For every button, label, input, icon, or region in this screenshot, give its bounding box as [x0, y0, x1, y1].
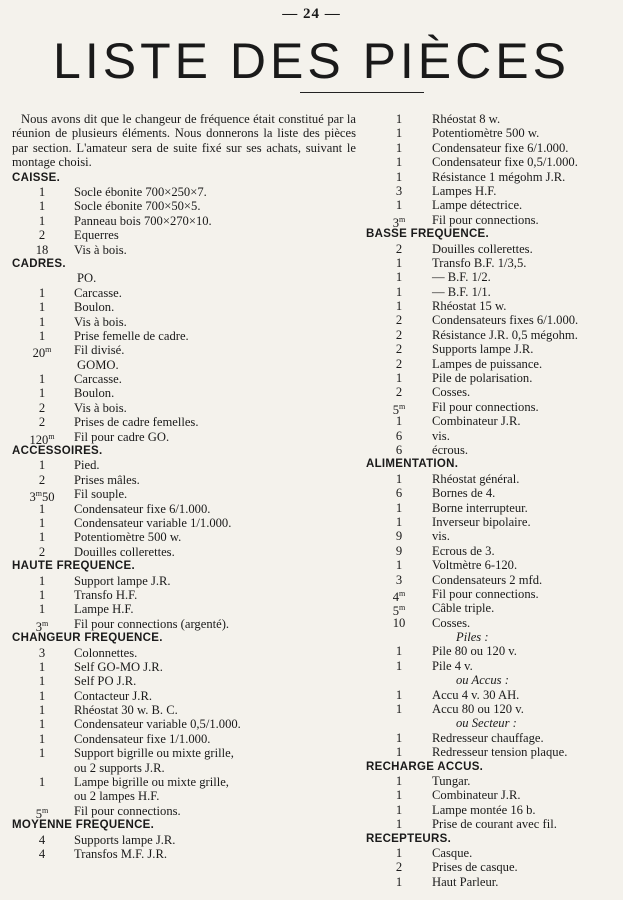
part-description: Vis à bois.	[74, 400, 127, 415]
section-heading: CAISSE.	[12, 171, 61, 184]
part-row	[366, 472, 616, 486]
part-quantity: 10	[392, 615, 406, 630]
part-quantity: 1	[395, 558, 403, 573]
part-quantity: 6	[395, 428, 403, 443]
part-row	[366, 558, 616, 572]
part-description: Panneau bois 700×270×10.	[74, 213, 212, 228]
part-quantity: 6	[395, 442, 403, 457]
part-row	[12, 458, 356, 472]
part-quantity	[12, 761, 72, 775]
part-description: Prises de casque.	[432, 860, 518, 875]
part-quantity: 2	[38, 228, 46, 243]
part-quantity: 3	[395, 572, 403, 587]
part-quantity: 1	[38, 688, 46, 703]
part-row	[12, 660, 356, 674]
part-row	[12, 602, 356, 616]
part-description: Socle ébonite 700×50×5.	[74, 199, 201, 214]
part-description: Inverseur bipolaire.	[432, 514, 531, 529]
part-description: Douilles collerettes.	[74, 544, 175, 559]
part-description: Douilles collerettes.	[432, 241, 533, 256]
part-quantity: 1	[395, 270, 403, 285]
part-description: Pile 4 v.	[432, 658, 473, 673]
part-description: Supports lampe J.R.	[432, 342, 534, 357]
part-quantity: 1	[38, 185, 46, 200]
part-row	[12, 717, 356, 731]
part-quantity: 1	[38, 372, 46, 387]
part-quantity: 1	[38, 775, 46, 790]
part-description: Fil divisé.	[74, 343, 125, 358]
part-quantity: 1	[395, 745, 403, 760]
part-quantity: 1	[395, 471, 403, 486]
part-quantity: 1	[395, 845, 403, 860]
part-row	[366, 875, 616, 889]
part-row	[366, 601, 616, 619]
part-quantity: 9	[395, 529, 403, 544]
part-description: Potentiomètre 500 w.	[432, 126, 540, 141]
part-row	[12, 372, 356, 386]
part-description: Vis à bois.	[74, 242, 127, 257]
part-description: Boulon.	[74, 300, 115, 315]
part-quantity: 2	[395, 860, 403, 875]
left-parts-list	[12, 171, 356, 862]
part-description: Lampe montée 16 b.	[432, 802, 536, 817]
part-quantity: 1	[395, 255, 403, 270]
part-quantity: 2	[395, 342, 403, 357]
part-row	[366, 242, 616, 256]
part-row	[12, 574, 356, 588]
part-row	[12, 789, 356, 803]
part-description: Self GO-MO J.R.	[74, 659, 163, 674]
part-description: ou 2 lampes H.F.	[74, 789, 160, 804]
part-row	[366, 155, 616, 169]
part-row	[366, 299, 616, 313]
part-row	[366, 170, 616, 184]
part-description: Ecrous de 3.	[432, 543, 495, 558]
part-quantity: 1	[38, 300, 46, 315]
part-quantity: 3$^m$50	[29, 489, 55, 505]
part-quantity: 1	[38, 328, 46, 343]
part-quantity: 1	[38, 746, 46, 761]
part-quantity: 1	[38, 213, 46, 228]
part-description: — B.F. 1/1.	[432, 284, 491, 299]
part-quantity: 4$^m$	[392, 588, 406, 605]
part-description: Colonnettes.	[74, 645, 138, 660]
part-description: Pile 80 ou 120 v.	[432, 644, 517, 659]
part-quantity: 1	[38, 285, 46, 300]
part-description: Condensateur variable 0,5/1.000.	[74, 717, 241, 732]
part-row	[12, 516, 356, 530]
subsection-label: Piles :	[456, 630, 489, 645]
right-parts-list	[366, 112, 616, 889]
part-row	[12, 300, 356, 314]
part-quantity: 2	[395, 327, 403, 342]
part-row	[366, 817, 616, 831]
part-row	[12, 847, 356, 861]
part-row	[12, 415, 356, 429]
part-quantity: 3$^m$	[392, 214, 406, 230]
part-row	[366, 371, 616, 385]
part-row	[366, 385, 616, 399]
part-description: Borne interrupteur.	[432, 500, 528, 515]
part-row	[366, 126, 616, 140]
part-description: Boulon.	[74, 386, 115, 401]
title-underline	[300, 92, 424, 93]
part-quantity: 1	[395, 284, 403, 299]
left-column	[12, 112, 356, 861]
part-description: vis.	[432, 529, 450, 544]
part-quantity: 1	[395, 155, 403, 170]
part-quantity: 1	[395, 126, 403, 141]
part-row	[12, 343, 356, 361]
part-description: Résistance J.R. 0,5 mégohm.	[432, 327, 578, 342]
part-description: Accu 80 ou 120 v.	[432, 702, 524, 717]
part-description: Redresseur tension plaque.	[432, 745, 568, 760]
part-description: Fil pour cadre GO.	[74, 429, 170, 444]
part-quantity	[12, 789, 72, 803]
part-quantity: 1	[395, 687, 403, 702]
part-quantity: 1	[38, 530, 46, 545]
subsection-label: PO.	[77, 271, 97, 286]
part-quantity: 1	[38, 703, 46, 718]
part-description: Prises de cadre femelles.	[74, 415, 199, 430]
part-description: Pile de polarisation.	[432, 371, 533, 386]
part-quantity: 1	[395, 414, 403, 429]
part-quantity: 1	[38, 674, 46, 689]
part-row	[366, 846, 616, 860]
part-description: Support bigrille ou mixte grille,	[74, 746, 234, 761]
part-quantity: 1	[38, 199, 46, 214]
part-row	[366, 256, 616, 270]
part-description: vis.	[432, 428, 450, 443]
part-row	[12, 185, 356, 199]
part-quantity: 2	[38, 415, 46, 430]
part-quantity: 5$^m$	[35, 805, 49, 821]
part-row	[12, 732, 356, 746]
part-description: Fil pour connections.	[432, 212, 539, 227]
part-row	[12, 429, 356, 447]
part-row	[366, 529, 616, 543]
part-row	[12, 588, 356, 602]
part-description: Prise de courant avec fil.	[432, 817, 557, 832]
part-row	[366, 774, 616, 788]
part-row	[12, 329, 356, 343]
part-quantity: 2	[395, 385, 403, 400]
part-row	[366, 702, 616, 716]
part-row	[366, 212, 616, 230]
part-description: Pied.	[74, 458, 100, 473]
part-quantity: 1	[38, 717, 46, 732]
part-description: Condensateur variable 1/1.000.	[74, 516, 232, 530]
part-quantity: 1	[395, 817, 403, 832]
part-description: Lampes de puissance.	[432, 356, 543, 371]
part-description: écrous.	[432, 442, 469, 457]
part-description: Potentiomètre 500 w.	[74, 530, 182, 545]
part-description: Accu 4 v. 30 AH.	[432, 687, 520, 702]
section-heading: RECEPTEURS.	[366, 832, 452, 845]
section-heading: ACCESSOIRES.	[12, 445, 103, 458]
page-number: — 24 —	[282, 6, 341, 22]
part-row	[366, 270, 616, 284]
part-quantity: 1	[395, 788, 403, 803]
subsection-label: ou Secteur :	[456, 716, 517, 731]
part-row	[12, 775, 356, 789]
part-quantity: 9	[395, 543, 403, 558]
part-description: Voltmètre 6-120.	[432, 558, 518, 573]
part-row	[366, 860, 616, 874]
section-heading: ALIMENTATION.	[366, 458, 459, 471]
part-description: Cosses.	[432, 615, 471, 630]
part-quantity: 2	[38, 472, 46, 487]
part-quantity: 1	[395, 874, 403, 889]
part-row	[366, 573, 616, 587]
part-quantity: 1	[38, 386, 46, 401]
part-quantity: 1	[38, 573, 46, 588]
part-quantity: 1	[38, 516, 46, 530]
part-row	[366, 357, 616, 371]
part-description: Condensateur fixe 0,5/1.000.	[432, 155, 578, 170]
part-quantity: 1	[395, 169, 403, 184]
part-description: Prises mâles.	[74, 472, 140, 487]
section-heading: RECHARGE ACCUS.	[366, 760, 484, 773]
part-quantity: 2	[395, 313, 403, 328]
part-quantity: 1	[395, 140, 403, 155]
part-description: Câble triple.	[432, 601, 495, 616]
part-quantity: 4	[38, 846, 46, 861]
part-quantity: 1	[38, 602, 46, 617]
part-description: Lampe détectrice.	[432, 198, 523, 213]
part-description: Fil pour connections.	[74, 803, 181, 818]
part-quantity: 18	[35, 242, 49, 257]
part-row	[12, 315, 356, 329]
section-heading: CADRES.	[12, 257, 66, 270]
part-row	[366, 544, 616, 558]
part-description: Redresseur chauffage.	[432, 730, 544, 745]
part-description: Support lampe J.R.	[74, 573, 171, 588]
part-row	[12, 386, 356, 400]
part-quantity: 2	[395, 241, 403, 256]
part-quantity: 1	[38, 731, 46, 746]
part-row	[366, 443, 616, 457]
part-description: Vis à bois.	[74, 314, 127, 329]
part-row	[12, 228, 356, 242]
part-description: Rhéostat 15 w.	[432, 299, 507, 314]
part-description: Rhéostat général.	[432, 471, 520, 486]
part-row	[12, 674, 356, 688]
part-description: Transfo H.F.	[74, 587, 138, 602]
part-quantity: 2	[38, 400, 46, 415]
part-quantity: 3$^m$	[35, 618, 49, 634]
part-quantity: 120$^m$	[29, 431, 55, 447]
part-description: Résistance 1 mégohm J.R.	[432, 169, 566, 184]
part-quantity: 5$^m$	[392, 603, 406, 619]
part-row	[366, 659, 616, 673]
part-quantity: 1	[395, 514, 403, 529]
part-description: Carcasse.	[74, 372, 122, 387]
part-row	[366, 745, 616, 759]
part-row	[366, 788, 616, 802]
part-description: Carcasse.	[74, 285, 122, 300]
part-description: ou 2 supports J.R.	[74, 760, 165, 775]
part-description: Self PO J.R.	[74, 674, 137, 689]
part-description: Prise femelle de cadre.	[74, 328, 189, 343]
part-row	[366, 184, 616, 198]
part-description: Lampe H.F.	[74, 602, 134, 617]
part-description: Fil pour connections.	[432, 399, 539, 414]
part-quantity: 3	[38, 645, 46, 660]
part-description: Haut Parleur.	[432, 874, 499, 889]
part-quantity: 1	[395, 658, 403, 673]
part-quantity: 5$^m$	[392, 401, 406, 417]
part-row	[366, 112, 616, 126]
part-row	[366, 198, 616, 212]
part-row	[12, 703, 356, 717]
part-row	[366, 688, 616, 702]
part-description: Fil souple.	[74, 487, 128, 502]
part-row	[366, 141, 616, 155]
part-quantity: 1	[395, 299, 403, 314]
part-row	[12, 646, 356, 660]
part-description: Transfos M.F. J.R.	[74, 846, 168, 861]
part-row	[366, 803, 616, 817]
part-row	[12, 530, 356, 544]
part-description: Fil pour connections.	[432, 586, 539, 601]
right-column	[366, 112, 616, 889]
part-quantity: 1	[395, 500, 403, 515]
part-row	[12, 473, 356, 487]
part-description: Combinateur J.R.	[432, 414, 521, 429]
part-row	[366, 429, 616, 443]
part-description: Tungar.	[432, 773, 471, 788]
part-description: Casque.	[432, 845, 473, 860]
part-row	[366, 414, 616, 428]
part-row	[366, 586, 616, 605]
part-row	[366, 616, 616, 630]
part-row	[12, 487, 356, 505]
part-row	[366, 486, 616, 500]
part-row	[366, 399, 616, 417]
part-quantity: 1	[38, 314, 46, 329]
part-quantity: 1	[395, 773, 403, 788]
part-quantity: 1	[38, 458, 46, 473]
part-row	[366, 313, 616, 327]
subsection-label: GOMO.	[77, 357, 119, 372]
part-description: Rhéostat 30 w. B. C.	[74, 703, 178, 718]
part-description: Condensateur fixe 1/1.000.	[74, 731, 211, 746]
part-description: Equerres	[74, 228, 119, 243]
intro-paragraph: Nous avons dit que le changeur de fréquence était constitué par la réunion de plusieurs éléments. Nous donnerons la liste des pièces par section. L'amateur sera de suite fixé sur ses achats, suivant le montage choisi.	[12, 112, 356, 170]
part-row	[12, 502, 356, 516]
part-quantity: 2	[38, 544, 46, 559]
part-description: Socle ébonite 700×250×7.	[74, 185, 207, 200]
part-quantity: 1	[395, 644, 403, 659]
part-row	[12, 214, 356, 228]
section-heading: HAUTE FREQUENCE.	[12, 560, 136, 573]
part-description: Bornes de 4.	[432, 486, 496, 501]
part-description: Combinateur J.R.	[432, 788, 521, 803]
part-row	[12, 746, 356, 760]
section-heading: BASSE FREQUENCE.	[366, 228, 490, 241]
part-quantity: 4	[38, 832, 46, 847]
part-quantity: 1	[395, 702, 403, 717]
part-row	[12, 199, 356, 213]
part-description: Cosses.	[432, 385, 471, 400]
part-description: Contacteur J.R.	[74, 688, 152, 703]
part-row	[366, 644, 616, 658]
part-quantity: 1	[395, 112, 403, 126]
part-description: Transfo B.F. 1/3,5.	[432, 255, 527, 270]
part-quantity: 1	[395, 802, 403, 817]
part-quantity: 20$^m$	[32, 345, 52, 361]
part-row	[366, 501, 616, 515]
part-description: — B.F. 1/2.	[432, 270, 491, 285]
section-heading: CHANGEUR FREQUENCE.	[12, 632, 163, 645]
part-row	[366, 342, 616, 356]
page-title: LISTE DES PIÈCES	[53, 33, 570, 89]
part-row	[12, 833, 356, 847]
part-row	[12, 616, 356, 634]
part-row	[366, 515, 616, 529]
part-description: Lampes H.F.	[432, 183, 497, 198]
part-quantity: 6	[395, 486, 403, 501]
subsection-label: ou Accus :	[456, 673, 509, 688]
part-row	[12, 243, 356, 257]
part-row	[12, 401, 356, 415]
part-description: Condensateur fixe 6/1.000.	[432, 140, 569, 155]
part-row	[366, 285, 616, 299]
part-description: Lampe bigrille ou mixte grille,	[74, 775, 229, 790]
part-quantity: 1	[38, 587, 46, 602]
part-quantity: 1	[395, 371, 403, 386]
part-description: Condensateur fixe 6/1.000.	[74, 501, 211, 516]
part-quantity: 3	[395, 183, 403, 198]
part-quantity: 1	[395, 198, 403, 213]
part-quantity: 1	[395, 730, 403, 745]
part-description: Condensateurs 2 mfd.	[432, 572, 543, 587]
part-row	[366, 731, 616, 745]
part-description: Rhéostat 8 w.	[432, 112, 501, 126]
part-description: Fil pour connections (argenté).	[74, 616, 230, 631]
part-row	[12, 803, 356, 821]
part-row	[12, 545, 356, 559]
part-row	[366, 328, 616, 342]
part-quantity: 1	[38, 501, 46, 516]
part-quantity: 2	[395, 356, 403, 371]
part-row	[12, 761, 356, 775]
part-quantity: 1	[38, 659, 46, 674]
part-description: Supports lampe J.R.	[74, 832, 176, 847]
part-row	[12, 286, 356, 300]
part-row	[12, 689, 356, 703]
part-description: Condensateurs fixes 6/1.000.	[432, 313, 579, 328]
section-heading: MOYENNE FREQUENCE.	[12, 819, 155, 832]
